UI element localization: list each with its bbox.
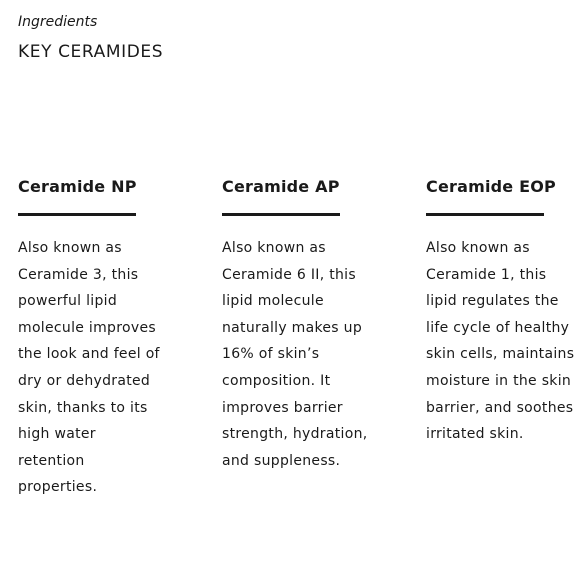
description-line: barrier, and soothes [426, 399, 574, 416]
ingredient-columns [18, 176, 578, 501]
description-line: naturally makes up [222, 319, 363, 336]
description-line: Also known as [426, 240, 530, 256]
description-line: Ceramide 3, this [18, 266, 139, 283]
description-line: retention [18, 452, 85, 469]
section-title: KEY CERAMIDES [18, 42, 164, 62]
description-line: dry or dehydrated [18, 372, 151, 389]
description-line: Also known as [222, 240, 326, 256]
ingredient-description [222, 235, 426, 474]
description-line: Ceramide 1, this [426, 266, 547, 283]
description-line: life cycle of healthy [426, 319, 570, 336]
description-line: Ceramide 6 II, this [222, 266, 356, 283]
ingredient-description [18, 235, 222, 501]
description-line: lipid molecule [222, 293, 324, 310]
ingredient-title: Ceramide NP [18, 177, 137, 196]
description-line: strength, hydration, [222, 426, 368, 443]
description-line: composition. It [222, 372, 331, 389]
description-line: and suppleness. [222, 452, 341, 469]
title-underline [222, 213, 340, 216]
ingredient-card-ceramide-ap [222, 176, 426, 501]
description-line: irritated skin. [426, 426, 524, 443]
ingredient-card-ceramide-np [18, 176, 222, 501]
ingredient-title: Ceramide EOP [426, 177, 556, 196]
title-underline [18, 213, 136, 216]
description-line: molecule improves [18, 319, 156, 336]
description-line: properties. [18, 479, 98, 496]
title-underline [426, 213, 544, 216]
description-line: skin cells, maintains [426, 346, 575, 363]
ingredient-card-ceramide-eop [426, 176, 576, 501]
ingredients-eyebrow: Ingredients [18, 14, 98, 30]
ingredient-description [426, 235, 576, 448]
description-line: the look and feel of [18, 346, 160, 363]
description-line: 16% of skin’s [222, 346, 320, 363]
description-line: improves barrier [222, 399, 343, 416]
description-line: moisture in the skin [426, 372, 572, 389]
description-line: high water [18, 426, 96, 443]
description-line: Also known as [18, 240, 122, 256]
description-line: lipid regulates the [426, 293, 559, 310]
description-line: powerful lipid [18, 293, 118, 310]
description-line: skin, thanks to its [18, 399, 148, 416]
ingredient-title: Ceramide AP [222, 177, 340, 196]
